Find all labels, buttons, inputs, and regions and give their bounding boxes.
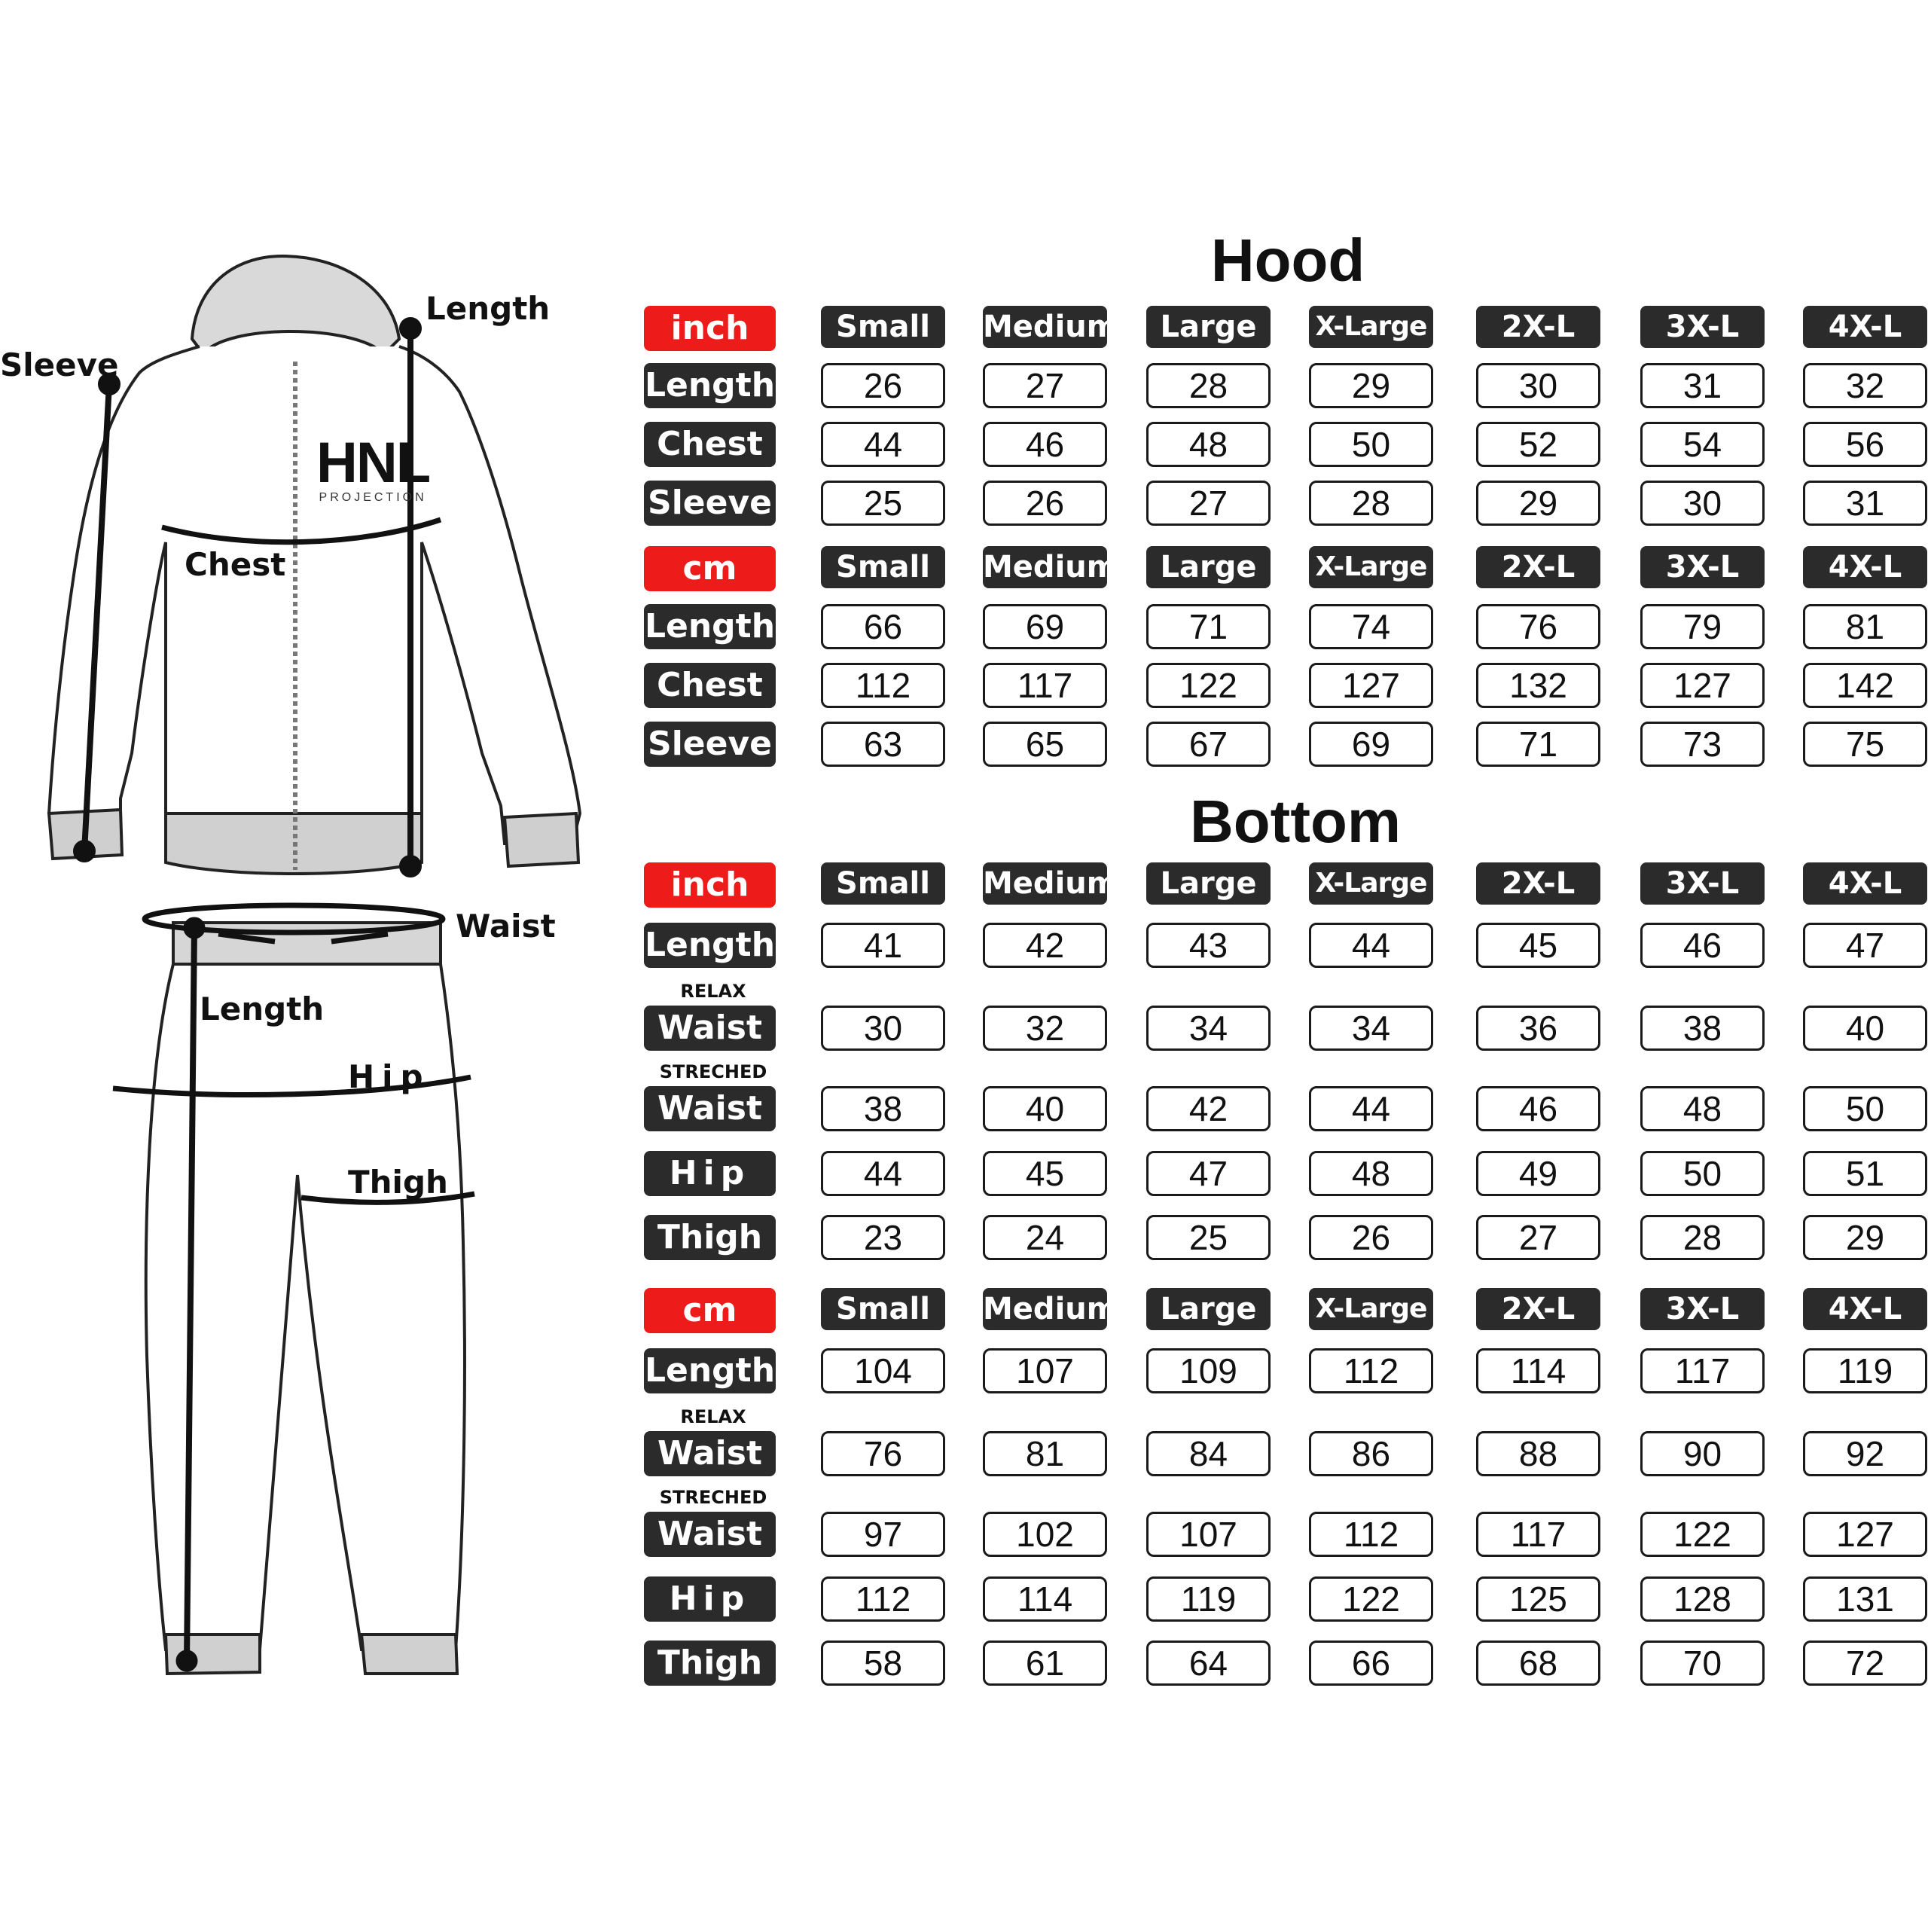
cell-value: 50 (1309, 422, 1433, 467)
cell-value: 70 (1640, 1641, 1765, 1686)
size-header-large: Large (1146, 546, 1271, 588)
cell-value: 43 (1146, 923, 1271, 968)
row-label-length: Length (644, 1348, 776, 1393)
cell-value: 122 (1146, 663, 1271, 708)
row-label-waist: Waist (644, 1086, 776, 1131)
row-note-relax: RELAX (680, 981, 746, 1002)
size-header-x-large: X-Large (1309, 1288, 1433, 1330)
cell-value: 64 (1146, 1641, 1271, 1686)
cell-value: 32 (1803, 363, 1927, 408)
cell-value: 29 (1803, 1215, 1927, 1260)
size-header-4x-l: 4X-L (1803, 306, 1927, 348)
cell-value: 68 (1476, 1641, 1600, 1686)
size-header-2x-l: 2X-L (1476, 1288, 1600, 1330)
cell-value: 74 (1309, 604, 1433, 649)
cell-value: 44 (1309, 923, 1433, 968)
cell-value: 76 (821, 1431, 945, 1476)
cell-value: 31 (1803, 481, 1927, 526)
cell-value: 81 (1803, 604, 1927, 649)
row-label-waist: Waist (644, 1512, 776, 1557)
brand-logo (316, 431, 430, 505)
chest-label: Chest (185, 546, 286, 583)
garment-drawing (0, 0, 618, 1928)
cell-value: 72 (1803, 1641, 1927, 1686)
size-header-medium: Medium (983, 862, 1107, 905)
cell-value: 49 (1476, 1151, 1600, 1196)
row-note-streched: STRECHED (659, 1061, 767, 1082)
cell-value: 31 (1640, 363, 1765, 408)
cm-unit-badge: cm (644, 1288, 776, 1333)
cell-value: 65 (983, 722, 1107, 767)
cell-value: 42 (983, 923, 1107, 968)
cell-value: 117 (1640, 1348, 1765, 1393)
cell-value: 48 (1640, 1086, 1765, 1131)
cell-value: 41 (821, 923, 945, 968)
cell-value: 40 (1803, 1006, 1927, 1051)
size-header-large: Large (1146, 306, 1271, 348)
cell-value: 29 (1476, 481, 1600, 526)
cell-value: 119 (1803, 1348, 1927, 1393)
row-label-chest: Chest (644, 422, 776, 467)
row-label-length: Length (644, 604, 776, 649)
cell-value: 48 (1146, 422, 1271, 467)
size-header-medium: Medium (983, 306, 1107, 348)
size-header-x-large: X-Large (1309, 546, 1433, 588)
row-label-chest: Chest (644, 663, 776, 708)
cell-value: 90 (1640, 1431, 1765, 1476)
row-label-waist: Waist (644, 1006, 776, 1051)
cell-value: 34 (1146, 1006, 1271, 1051)
size-header-3x-l: 3X-L (1640, 306, 1765, 348)
cell-value: 122 (1309, 1576, 1433, 1622)
size-header-small: Small (821, 546, 945, 588)
size-header-4x-l: 4X-L (1803, 1288, 1927, 1330)
waist-label: Waist (456, 908, 556, 945)
row-note-streched: STRECHED (659, 1487, 767, 1508)
cm-unit-badge: cm (644, 546, 776, 591)
cell-value: 44 (821, 422, 945, 467)
cell-value: 30 (1640, 481, 1765, 526)
cell-value: 27 (1146, 481, 1271, 526)
cell-value: 97 (821, 1512, 945, 1557)
cell-value: 71 (1476, 722, 1600, 767)
cell-value: 47 (1803, 923, 1927, 968)
cell-value: 114 (983, 1576, 1107, 1622)
size-header-4x-l: 4X-L (1803, 546, 1927, 588)
cell-value: 46 (1640, 923, 1765, 968)
cell-value: 56 (1803, 422, 1927, 467)
size-header-2x-l: 2X-L (1476, 546, 1600, 588)
row-label-hip: Hip (644, 1576, 776, 1622)
bottom-title: Bottom (1190, 788, 1401, 855)
cell-value: 34 (1309, 1006, 1433, 1051)
cell-value: 26 (1309, 1215, 1433, 1260)
cell-value: 36 (1476, 1006, 1600, 1051)
row-label-thigh: Thigh (644, 1641, 776, 1686)
cell-value: 107 (1146, 1512, 1271, 1557)
size-header-x-large: X-Large (1309, 862, 1433, 905)
cell-value: 50 (1803, 1086, 1927, 1131)
thigh-label: Thigh (348, 1164, 448, 1201)
size-header-small: Small (821, 862, 945, 905)
cell-value: 26 (821, 363, 945, 408)
cell-value: 47 (1146, 1151, 1271, 1196)
cell-value: 52 (1476, 422, 1600, 467)
cell-value: 67 (1146, 722, 1271, 767)
cell-value: 40 (983, 1086, 1107, 1131)
cell-value: 69 (983, 604, 1107, 649)
cell-value: 30 (1476, 363, 1600, 408)
cell-value: 29 (1309, 363, 1433, 408)
cell-value: 23 (821, 1215, 945, 1260)
size-header-2x-l: 2X-L (1476, 306, 1600, 348)
cell-value: 25 (821, 481, 945, 526)
row-label-length: Length (644, 363, 776, 408)
cell-value: 66 (1309, 1641, 1433, 1686)
size-header-3x-l: 3X-L (1640, 546, 1765, 588)
hoodie-body (49, 346, 580, 870)
cell-value: 71 (1146, 604, 1271, 649)
cell-value: 107 (983, 1348, 1107, 1393)
cell-value: 24 (983, 1215, 1107, 1260)
cell-value: 73 (1640, 722, 1765, 767)
cell-value: 38 (1640, 1006, 1765, 1051)
inch-unit-badge: inch (644, 306, 776, 351)
brand-name: HNL (316, 431, 430, 495)
row-note-relax: RELAX (680, 1406, 746, 1427)
cell-value: 114 (1476, 1348, 1600, 1393)
cell-value: 28 (1146, 363, 1271, 408)
cell-value: 119 (1146, 1576, 1271, 1622)
cell-value: 112 (1309, 1512, 1433, 1557)
cell-value: 88 (1476, 1431, 1600, 1476)
brand-tagline: PROJECTION (319, 491, 427, 504)
hood-shape (192, 256, 399, 354)
cell-value: 44 (1309, 1086, 1433, 1131)
row-label-sleeve: Sleeve (644, 722, 776, 767)
length-top-label: Length (426, 290, 551, 327)
cell-value: 117 (983, 663, 1107, 708)
cell-value: 63 (821, 722, 945, 767)
row-label-thigh: Thigh (644, 1215, 776, 1260)
cell-value: 45 (1476, 923, 1600, 968)
size-header-2x-l: 2X-L (1476, 862, 1600, 905)
size-header-large: Large (1146, 1288, 1271, 1330)
hip-label: Hip (348, 1058, 431, 1095)
hood-title: Hood (1210, 227, 1365, 294)
cell-value: 46 (1476, 1086, 1600, 1131)
right-cuff (505, 813, 578, 866)
cell-value: 127 (1803, 1512, 1927, 1557)
cell-value: 117 (1476, 1512, 1600, 1557)
cell-value: 42 (1146, 1086, 1271, 1131)
size-header-3x-l: 3X-L (1640, 1288, 1765, 1330)
cell-value: 26 (983, 481, 1107, 526)
cell-value: 112 (1309, 1348, 1433, 1393)
cell-value: 54 (1640, 422, 1765, 467)
garment-illustration (0, 0, 618, 1928)
cell-value: 66 (821, 604, 945, 649)
cell-value: 76 (1476, 604, 1600, 649)
cell-value: 127 (1309, 663, 1433, 708)
row-label-waist: Waist (644, 1431, 776, 1476)
row-label-hip: Hip (644, 1151, 776, 1196)
cell-value: 112 (821, 1576, 945, 1622)
cell-value: 102 (983, 1512, 1107, 1557)
cell-value: 27 (1476, 1215, 1600, 1260)
size-header-small: Small (821, 1288, 945, 1330)
cell-value: 50 (1640, 1151, 1765, 1196)
size-header-medium: Medium (983, 546, 1107, 588)
cell-value: 48 (1309, 1151, 1433, 1196)
cell-value: 58 (821, 1641, 945, 1686)
size-header-3x-l: 3X-L (1640, 862, 1765, 905)
cell-value: 75 (1803, 722, 1927, 767)
cell-value: 104 (821, 1348, 945, 1393)
cell-value: 44 (821, 1151, 945, 1196)
size-header-small: Small (821, 306, 945, 348)
cell-value: 142 (1803, 663, 1927, 708)
cell-value: 27 (983, 363, 1107, 408)
right-ankle (362, 1634, 457, 1674)
cell-value: 28 (1309, 481, 1433, 526)
cell-value: 38 (821, 1086, 945, 1131)
cell-value: 132 (1476, 663, 1600, 708)
cell-value: 109 (1146, 1348, 1271, 1393)
cell-value: 112 (821, 663, 945, 708)
inch-unit-badge: inch (644, 862, 776, 908)
cell-value: 69 (1309, 722, 1433, 767)
cell-value: 79 (1640, 604, 1765, 649)
cell-value: 128 (1640, 1576, 1765, 1622)
cell-value: 32 (983, 1006, 1107, 1051)
size-header-large: Large (1146, 862, 1271, 905)
size-header-medium: Medium (983, 1288, 1107, 1330)
size-header-x-large: X-Large (1309, 306, 1433, 348)
row-label-length: Length (644, 923, 776, 968)
cell-value: 125 (1476, 1576, 1600, 1622)
cell-value: 28 (1640, 1215, 1765, 1260)
cell-value: 122 (1640, 1512, 1765, 1557)
cell-value: 45 (983, 1151, 1107, 1196)
cell-value: 51 (1803, 1151, 1927, 1196)
cell-value: 81 (983, 1431, 1107, 1476)
cell-value: 86 (1309, 1431, 1433, 1476)
cell-value: 131 (1803, 1576, 1927, 1622)
length-bottom-label: Length (200, 990, 325, 1027)
cell-value: 127 (1640, 663, 1765, 708)
row-label-sleeve: Sleeve (644, 481, 776, 526)
hoodie-drawing (49, 256, 580, 874)
sleeve-label: Sleeve (0, 346, 119, 383)
cell-value: 30 (821, 1006, 945, 1051)
cell-value: 92 (1803, 1431, 1927, 1476)
cell-value: 61 (983, 1641, 1107, 1686)
cell-value: 84 (1146, 1431, 1271, 1476)
cell-value: 25 (1146, 1215, 1271, 1260)
cell-value: 46 (983, 422, 1107, 467)
size-header-4x-l: 4X-L (1803, 862, 1927, 905)
